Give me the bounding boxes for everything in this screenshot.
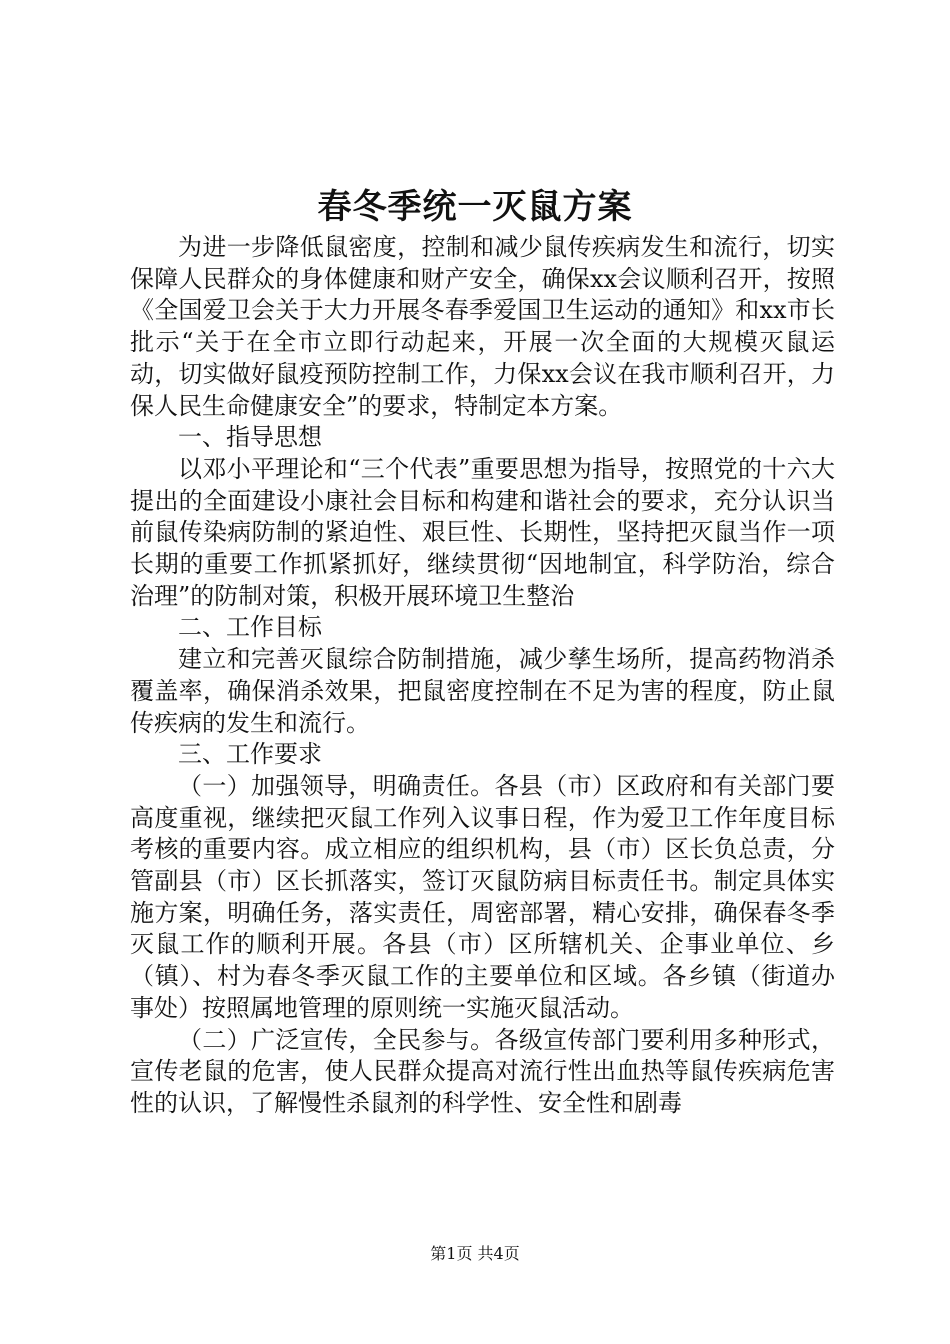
guiding-ideology-paragraph: 以邓小平理论和“三个代表”重要思想为指导，按照党的十六大提出的全面建设小康社会目标和构建和谐社会的要求，充分认识当前鼠传染病防制的紧迫性、艰巨性、长期性，坚持把灭鼠当作一项长期的重要工作抓紧抓好，继续贯彻“因地制宜，科学防治，综合治理”的防制对策，积极开展环境卫生整治 — [130, 454, 835, 610]
intro-paragraph: 为进一步降低鼠密度，控制和减少鼠传疾病发生和流行，切实保障人民群众的身体健康和财产安全，确保xx会议顺利召开，按照《全国爱卫会关于大力开展冬春季爱国卫生运动的通知》和xx市长批示“关于在全市立即行动起来，开展一次全面的大规模灭鼠运动，切实做好鼠疫预防控制工作，力保xx会议在我市顺利召开，力保人民生命健康安全”的要求，特制定本方案。 — [130, 233, 835, 420]
work-goals-paragraph: 建立和完善灭鼠综合防制措施，减少孳生场所，提高药物消杀覆盖率，确保消杀效果，把鼠密度控制在不足为害的程度，防止鼠传疾病的发生和流行。 — [130, 645, 835, 737]
document-title: 春冬季统一灭鼠方案 — [317, 187, 633, 227]
document-body — [130, 232, 835, 1120]
requirement-2-paragraph: （二）广泛宣传，全民参与。各级宣传部门要利用多种形式，宣传老鼠的危害，使人民群众提高对流行性出血热等鼠传疾病危害性的认识，了解慢性杀鼠剂的科学性、安全性和剧毒 — [130, 1025, 835, 1117]
section-heading-work-goals: 二、工作目标 — [178, 613, 322, 642]
section-heading-guiding-ideology: 一、指导思想 — [178, 423, 322, 452]
page-footer: 第1页 共4页 — [430, 1244, 520, 1263]
section-heading-work-requirements: 三、工作要求 — [178, 740, 322, 769]
requirement-1-paragraph: （一）加强领导，明确责任。各县（市）区政府和有关部门要高度重视，继续把灭鼠工作列入议事日程，作为爱卫工作年度目标考核的重要内容。成立相应的组织机构，县（市）区长负总责，分管副县（市）区长抓落实，签订灭鼠防病目标责任书。制定具体实施方案，明确任务，落实责任，周密部署，精心安排，确保春冬季灭鼠工作的顺利开展。各县（市）区所辖机关、企事业单位、乡（镇）、村为春冬季灭鼠工作的主要单位和区域。各乡镇（街道办事处）按照属地管理的原则统一实施灭鼠活动。 — [130, 771, 835, 1022]
